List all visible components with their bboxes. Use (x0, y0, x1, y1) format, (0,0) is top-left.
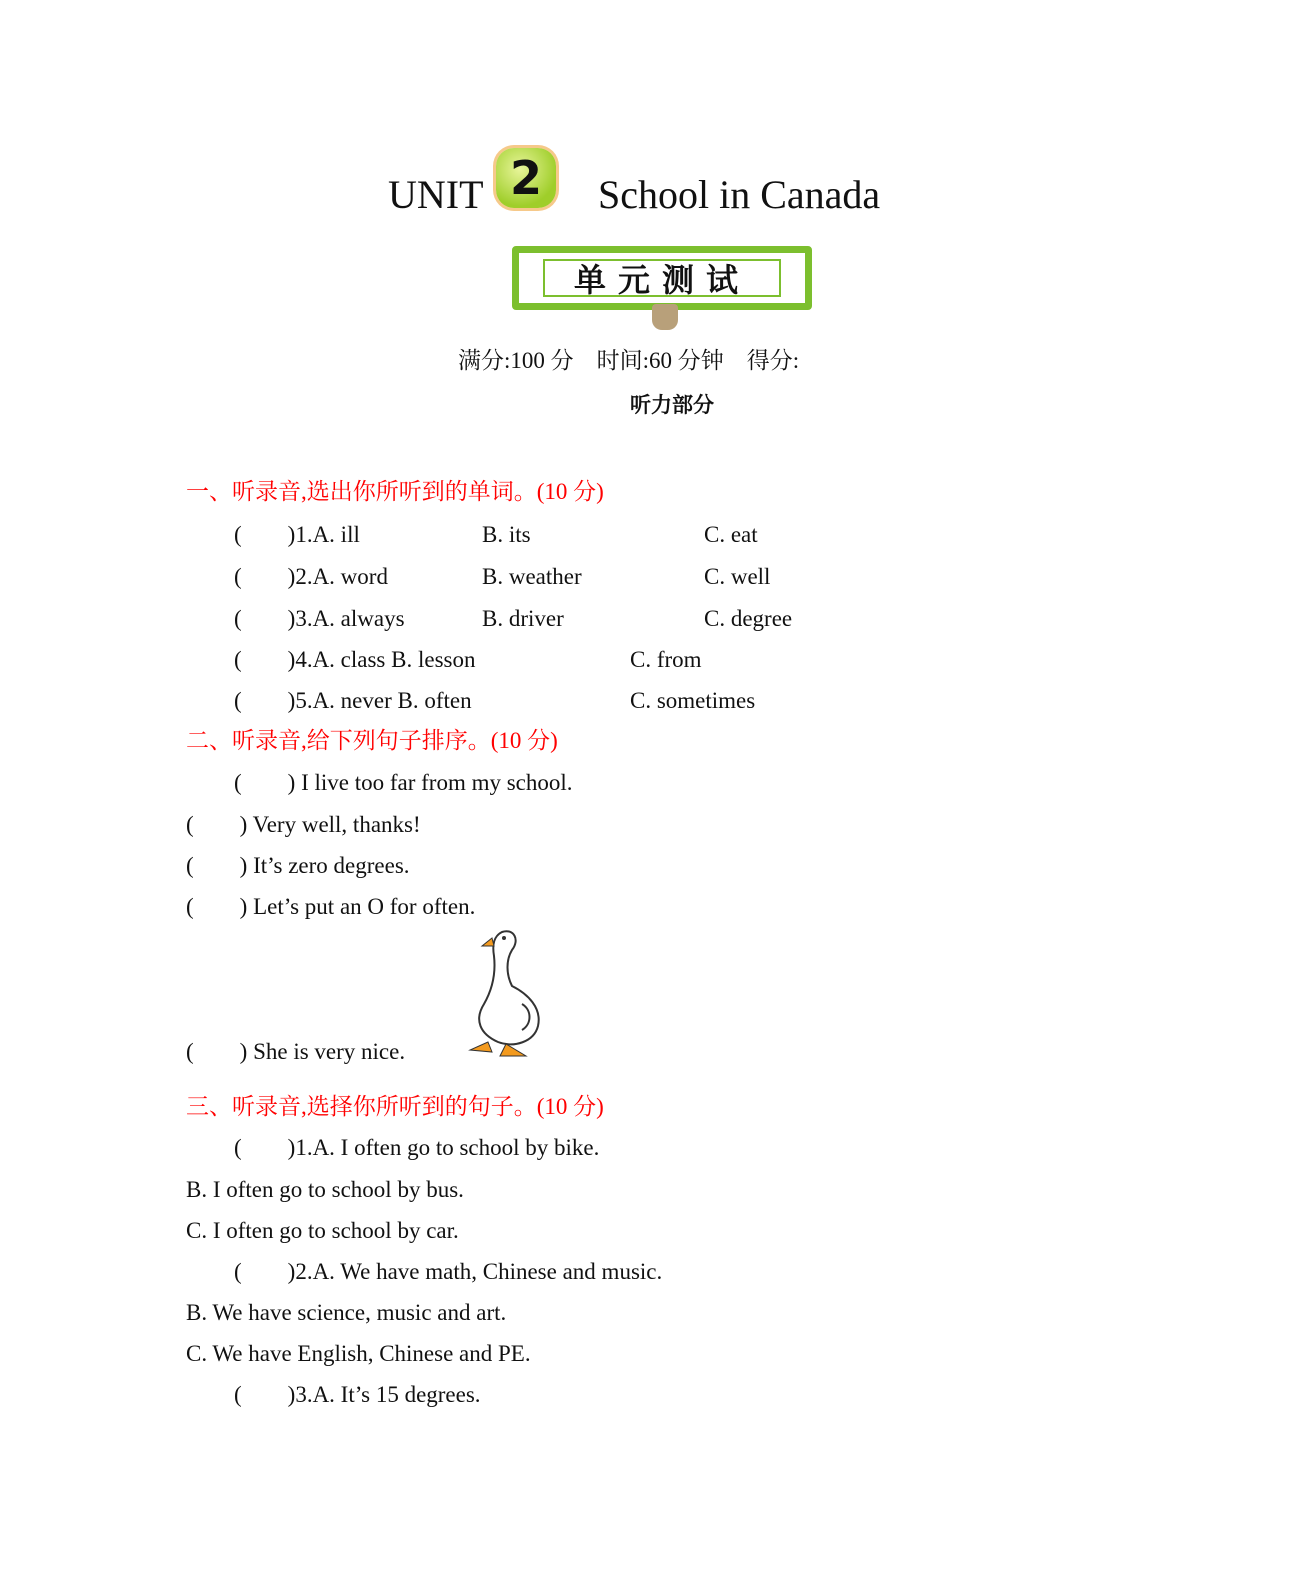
s1-row5-a: ( )5.A. never B. often (234, 688, 472, 713)
banner-post-icon (652, 304, 678, 330)
s1-row1-b: B. its (482, 522, 531, 547)
s3-line: ( )3.A. It’s 15 degrees. (234, 1382, 481, 1407)
s1-row4-c: C. from (630, 647, 702, 672)
unit-title: School in Canada (598, 172, 881, 217)
part-heading: 听力部分 (630, 393, 714, 417)
s3-line: B. I often go to school by bus. (186, 1177, 464, 1202)
banner-text: 单元测试 (543, 259, 781, 297)
goose-illustration (462, 924, 546, 1062)
s1-row2-c: C. well (704, 564, 771, 589)
s1-row3-c: C. degree (704, 606, 793, 631)
s2-item: ( ) Very well, thanks! (186, 812, 421, 837)
section3-heading: 三、听录音,选择你所听到的句子。(10 分) (186, 1094, 604, 1119)
exam-meta: 满分:100 分 时间:60 分钟 得分: (458, 348, 800, 373)
s3-line: C. We have English, Chinese and PE. (186, 1341, 531, 1366)
s1-row3-a: ( )3.A. always (234, 606, 405, 631)
s2-item: ( ) Let’s put an O for often. (186, 894, 476, 919)
s2-item: ( ) She is very nice. (186, 1039, 406, 1064)
s1-row2-b: B. weather (482, 564, 582, 589)
s1-row2-a: ( )2.A. word (234, 564, 388, 589)
s3-line: ( )2.A. We have math, Chinese and music. (234, 1259, 663, 1284)
s2-item: ( ) I live too far from my school. (234, 770, 573, 795)
s1-row5-c: C. sometimes (630, 688, 756, 713)
unit-test-banner (512, 246, 812, 310)
unit-number-badge: 2 (496, 148, 556, 208)
s1-row1-c: C. eat (704, 522, 758, 547)
s3-line: B. We have science, music and art. (186, 1300, 507, 1325)
section1-heading: 一、听录音,选出你所听到的单词。(10 分) (186, 479, 604, 504)
section2-heading: 二、听录音,给下列句子排序。(10 分) (186, 728, 558, 753)
unit-label: UNIT (388, 172, 484, 217)
s1-row1-a: ( )1.A. ill (234, 522, 360, 547)
s1-row4-a: ( )4.A. class B. lesson (234, 647, 476, 672)
s2-item: ( ) It’s zero degrees. (186, 853, 410, 878)
s3-line: ( )1.A. I often go to school by bike. (234, 1135, 600, 1160)
s3-line: C. I often go to school by car. (186, 1218, 459, 1243)
s1-row3-b: B. driver (482, 606, 564, 631)
